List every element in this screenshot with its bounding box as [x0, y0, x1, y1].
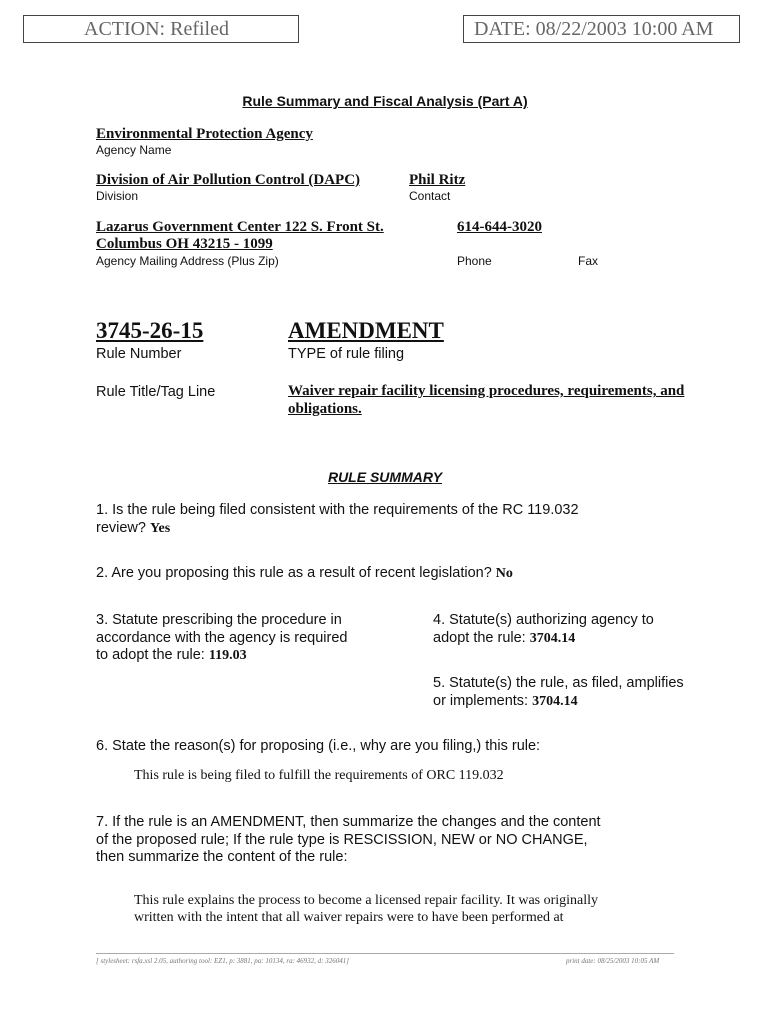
date-text: DATE: 08/22/2003 10:00 AM [474, 18, 714, 40]
rule-title-label: Rule Title/Tag Line [96, 384, 216, 400]
rule-summary-heading: RULE SUMMARY [327, 469, 443, 485]
division-name: Division of Air Pollution Control (DAPC) [96, 172, 361, 188]
question-3-answer: 119.03 [208, 648, 247, 663]
question-2-answer: No [495, 566, 513, 581]
question-1-line1: 1. Is the rule being filed consistent with the requirements of the RC 119.032 [96, 502, 579, 518]
contact-name: Phil Ritz [409, 172, 466, 188]
footer-stylesheet-info: [ stylesheet: rsfa.xsl 2.05, authoring tool: EZ1, p: 3881, pa: 10134, ra: 46932, d: 326041] [96, 957, 349, 965]
question-6-answer: This rule is being filed to fulfill the requirements of ORC 119.032 [134, 768, 504, 783]
question-6: 6. State the reason(s) for proposing (i.e., why are you filing,) this rule: [96, 738, 541, 754]
fax-label: Fax [578, 254, 599, 268]
question-1-answer: Yes [150, 520, 171, 536]
agency-name: Environmental Protection Agency [96, 126, 313, 142]
address-line1: Lazarus Government Center 122 S. Front St. [96, 219, 384, 235]
contact-label: Contact [409, 189, 451, 203]
question-1 [96, 502, 579, 537]
action-text: ACTION: Refiled [84, 18, 229, 40]
question-2: 2. Are you proposing this rule as a result of recent legislation? No [96, 565, 513, 581]
question-7: 7. If the rule is an AMENDMENT, then summarize the changes and the content of the proposed rule; If the rule type is RESCISSION, NEW or NO CHANGE, then summarize the content of the rule: [96, 814, 601, 865]
phone-label: Phone [457, 254, 492, 268]
footer-print-date: print date: 08/25/2003 10:05 AM [566, 957, 660, 965]
page-title: Rule Summary and Fiscal Analysis (Part A) [242, 93, 528, 109]
question-3: 3. Statute prescribing the procedure in accordance with the agency is required to adopt the rule: 119.03 [96, 612, 348, 663]
agency-name-label: Agency Name [96, 143, 172, 157]
rule-number-label: Rule Number [96, 346, 182, 362]
rule-type: AMENDMENT [288, 318, 444, 343]
rule-title-line1: Waiver repair facility licensing procedures, requirements, and [288, 383, 685, 399]
question-5-answer: 3704.14 [532, 693, 578, 709]
address-label: Agency Mailing Address (Plus Zip) [96, 254, 279, 268]
rule-number: 3745-26-15 [96, 318, 204, 343]
question-5: 5. Statute(s) the rule, as filed, amplifies or implements: 3704.14 [433, 675, 684, 709]
division-label: Division [96, 189, 139, 203]
date-box [463, 15, 740, 43]
address-line2: Columbus OH 43215 - 1099 [96, 236, 273, 252]
rule-title-line2: obligations. [288, 401, 362, 417]
rule-type-label: TYPE of rule filing [288, 346, 405, 362]
question-7-answer: This rule explains the process to become a licensed repair facility. It was originally written with the intent that all waiver repairs were to have been performed at [134, 893, 599, 925]
action-box [23, 15, 299, 43]
question-4-answer: 3704.14 [529, 630, 576, 646]
phone-number: 614-644-3020 [457, 219, 542, 235]
footer-divider [96, 953, 674, 954]
question-4: 4. Statute(s) authorizing agency to adopt the rule: 3704.14 [433, 612, 654, 646]
question-1-line2: review? Yes [96, 519, 171, 536]
